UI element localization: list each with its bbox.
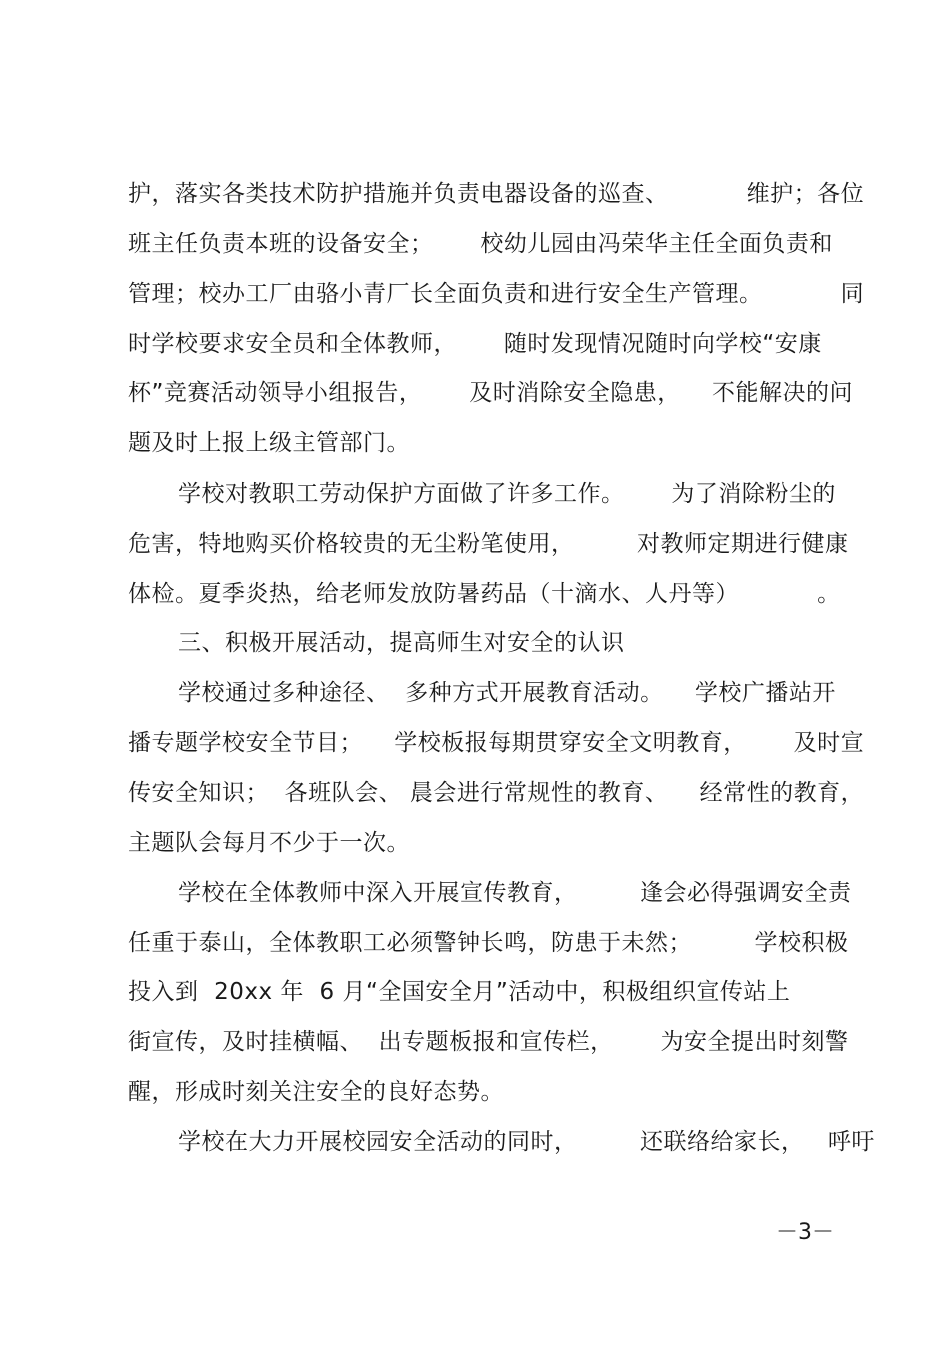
text-line: 播专题学校安全节目； 学校板报每期贯穿安全文明教育， 及时宣 [128,730,865,756]
text-line: 题及时上报上级主管部门。 [128,430,410,456]
text-line: 体检。夏季炎热，给老师发放防暑药品（十滴水、人丹等） 。 [128,581,841,607]
text-line: 主题队会每月不少于一次。 [128,830,410,856]
text-line: 投入到 20xx 年 6 月“全国安全月”活动中，积极组织宣传站上 [128,979,791,1005]
text-line: 学校通过多种途径、 多种方式开展教育活动。 学校广播站开 [178,680,836,706]
text-line: 时学校要求安全员和全体教师， 随时发现情况随时向学校“安康 [128,331,822,357]
text-line: 杯”竞赛活动领导小组报告， 及时消除安全隐患， 不能解决的问 [128,380,854,406]
text-line: 学校在大力开展校园安全活动的同时， 还联络给家长， 呼吁 [178,1129,875,1155]
text-line: 班主任负责本班的设备安全； 校幼儿园由冯荣华主任全面负责和 [128,231,833,257]
section-heading: 三、积极开展活动，提高师生对安全的认识 [178,630,625,656]
text-line: 学校对教职工劳动保护方面做了许多工作。 为了消除粉尘的 [178,481,836,507]
text-line: 学校在全体教师中深入开展宣传教育， 逢会必得强调安全责 [178,880,852,906]
text-line: 任重于泰山，全体教职工必须警钟长鸣，防患于未然； 学校积极 [128,930,849,956]
text-line: 护，落实各类技术防护措施并负责电器设备的巡查、 维护；各位 [128,181,865,207]
text-line: 街宣传，及时挂横幅、 出专题板报和宣传栏， 为安全提出时刻警 [128,1029,849,1055]
text-line: 危害，特地购买价格较贵的无尘粉笔使用， 对教师定期进行健康 [128,531,849,557]
text-line: 管理；校办工厂由骆小青厂长全面负责和进行安全生产管理。 同 [128,281,865,307]
text-line: 传安全知识； 各班队会、 晨会进行常规性的教育、 经常性的教育， [128,780,865,806]
text-line: 醒，形成时刻关注安全的良好态势。 [128,1079,504,1105]
page-number: －3－ [776,1220,834,1245]
